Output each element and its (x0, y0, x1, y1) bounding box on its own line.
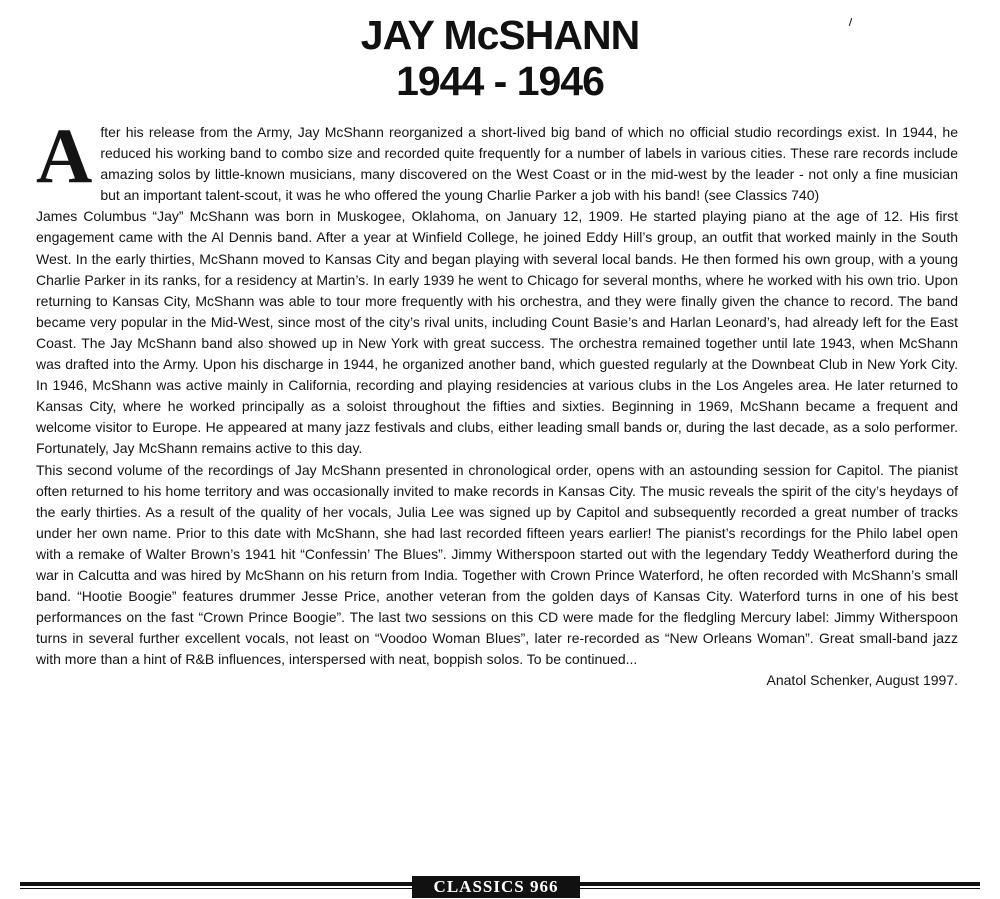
footer (0, 876, 1000, 898)
paragraph-intro-text: fter his release from the Army, Jay McShann reorganized a short-lived big band of which no official studio recordings exist. In 1944, he reduced his working band to combo size and recorded quite frequently for a number of labels in various cities. These rare records include amazing solos by little-known musicians, many discovered on the West Coast or in the mid-west by the leader - not only a fine musician but an important talent-scout, it was he who offered the young Charlie Parker a job with his band! (see Classics 740) (100, 124, 958, 204)
paragraph-biography: James Columbus “Jay” McShann was born in Muskogee, Oklahoma, on January 12, 1909. He started playing piano at the age of 12. His first engagement came with the Al Dennis band. After a year at Winfield College, he joined Eddy Hill’s group, an outfit that worked mainly in the South West. In the early thirties, McShann moved to Kansas City and began playing with several local bands. He then formed his own group, with a young Charlie Parker in its ranks, for a residency at Martin’s. In early 1939 he went to Chicago for several months, where he worked with his own trio. Upon returning to Kansas City, McShann was able to tour more frequently with his orchestra, and they were finally given the chance to record. The band became very popular in the Mid-West, since most of the city’s rival units, including Count Basie’s and Harlan Leonard’s, had already left for the East Coast. The Jay McShann band also showed up in New York with great success. The orchestra remained together until late 1943, when McShann was drafted into the Army. Upon his discharge in 1944, he organized another band, which guested regularly at the Downbeat Club in New York City. In 1946, McShann was active mainly in California, recording and playing residencies at various clubs in the Los Angeles area. He later returned to Kansas City, where he worked principally as a soloist throughout the fifties and sixties. Beginning in 1969, McShann became a frequent and welcome visitor to Europe. He appeared at many jazz festivals and clubs, either leading small bands or, during the last decade, as a solo performer. Fortunately, Jay McShann remains active to this day. (36, 208, 958, 457)
footer-rule-right (580, 882, 980, 886)
page-subtitle-years: 1944 - 1946 (396, 58, 604, 104)
author-signature: Anatol Schenker, August 1997. (766, 672, 958, 689)
footer-rule-left (20, 882, 412, 886)
page-title: JAY McSHANN (360, 12, 640, 58)
article-body (36, 112, 958, 692)
paragraph-recordings: This second volume of the recordings of Jay McShann presented in chronological order, opens with an astounding session for Capitol. The pianist often returned to his home territory and was occasionally invited to make records in Kansas City. The music reveals the spirit of the city’s heydays of the early thirties. As a result of the quality of her vocals, Julia Lee was signed up by Capitol and subsequently recorded a great number of tracks under her own name. Prior to this date with McShann, she had last recorded fifteen years earlier! The pianist’s recordings for the Philo label open with a remake of Walter Brown’s 1941 hit “Confessin’ The Blues”. Jimmy Witherspoon started out with the legendary Teddy Weatherford during the war in Calcutta and was hired by McShann on his return from India. Together with Crown Prince Waterford, he often recorded with McShann’s small band. “Hootie Boogie” features drummer Jesse Price, another veteran from the golden days of Kansas City. Waterford turns in one of his best performances on the fast “Crown Prince Boogie”. The last two sessions on this CD were made for the fledgling Mercury label: Jimmy Witherspoon turns in several further excellent vocals, not least on “Voodoo Woman Blues”, later re-recorded as “New Orleans Woman”. Great small-band jazz with more than a hint of R&B influences, interspersed with neat, boppish solos. To be continued... (36, 461, 958, 668)
catalog-badge: CLASSICS 966 (412, 876, 580, 898)
paragraph-intro (36, 112, 958, 206)
drop-cap: A (36, 112, 93, 199)
